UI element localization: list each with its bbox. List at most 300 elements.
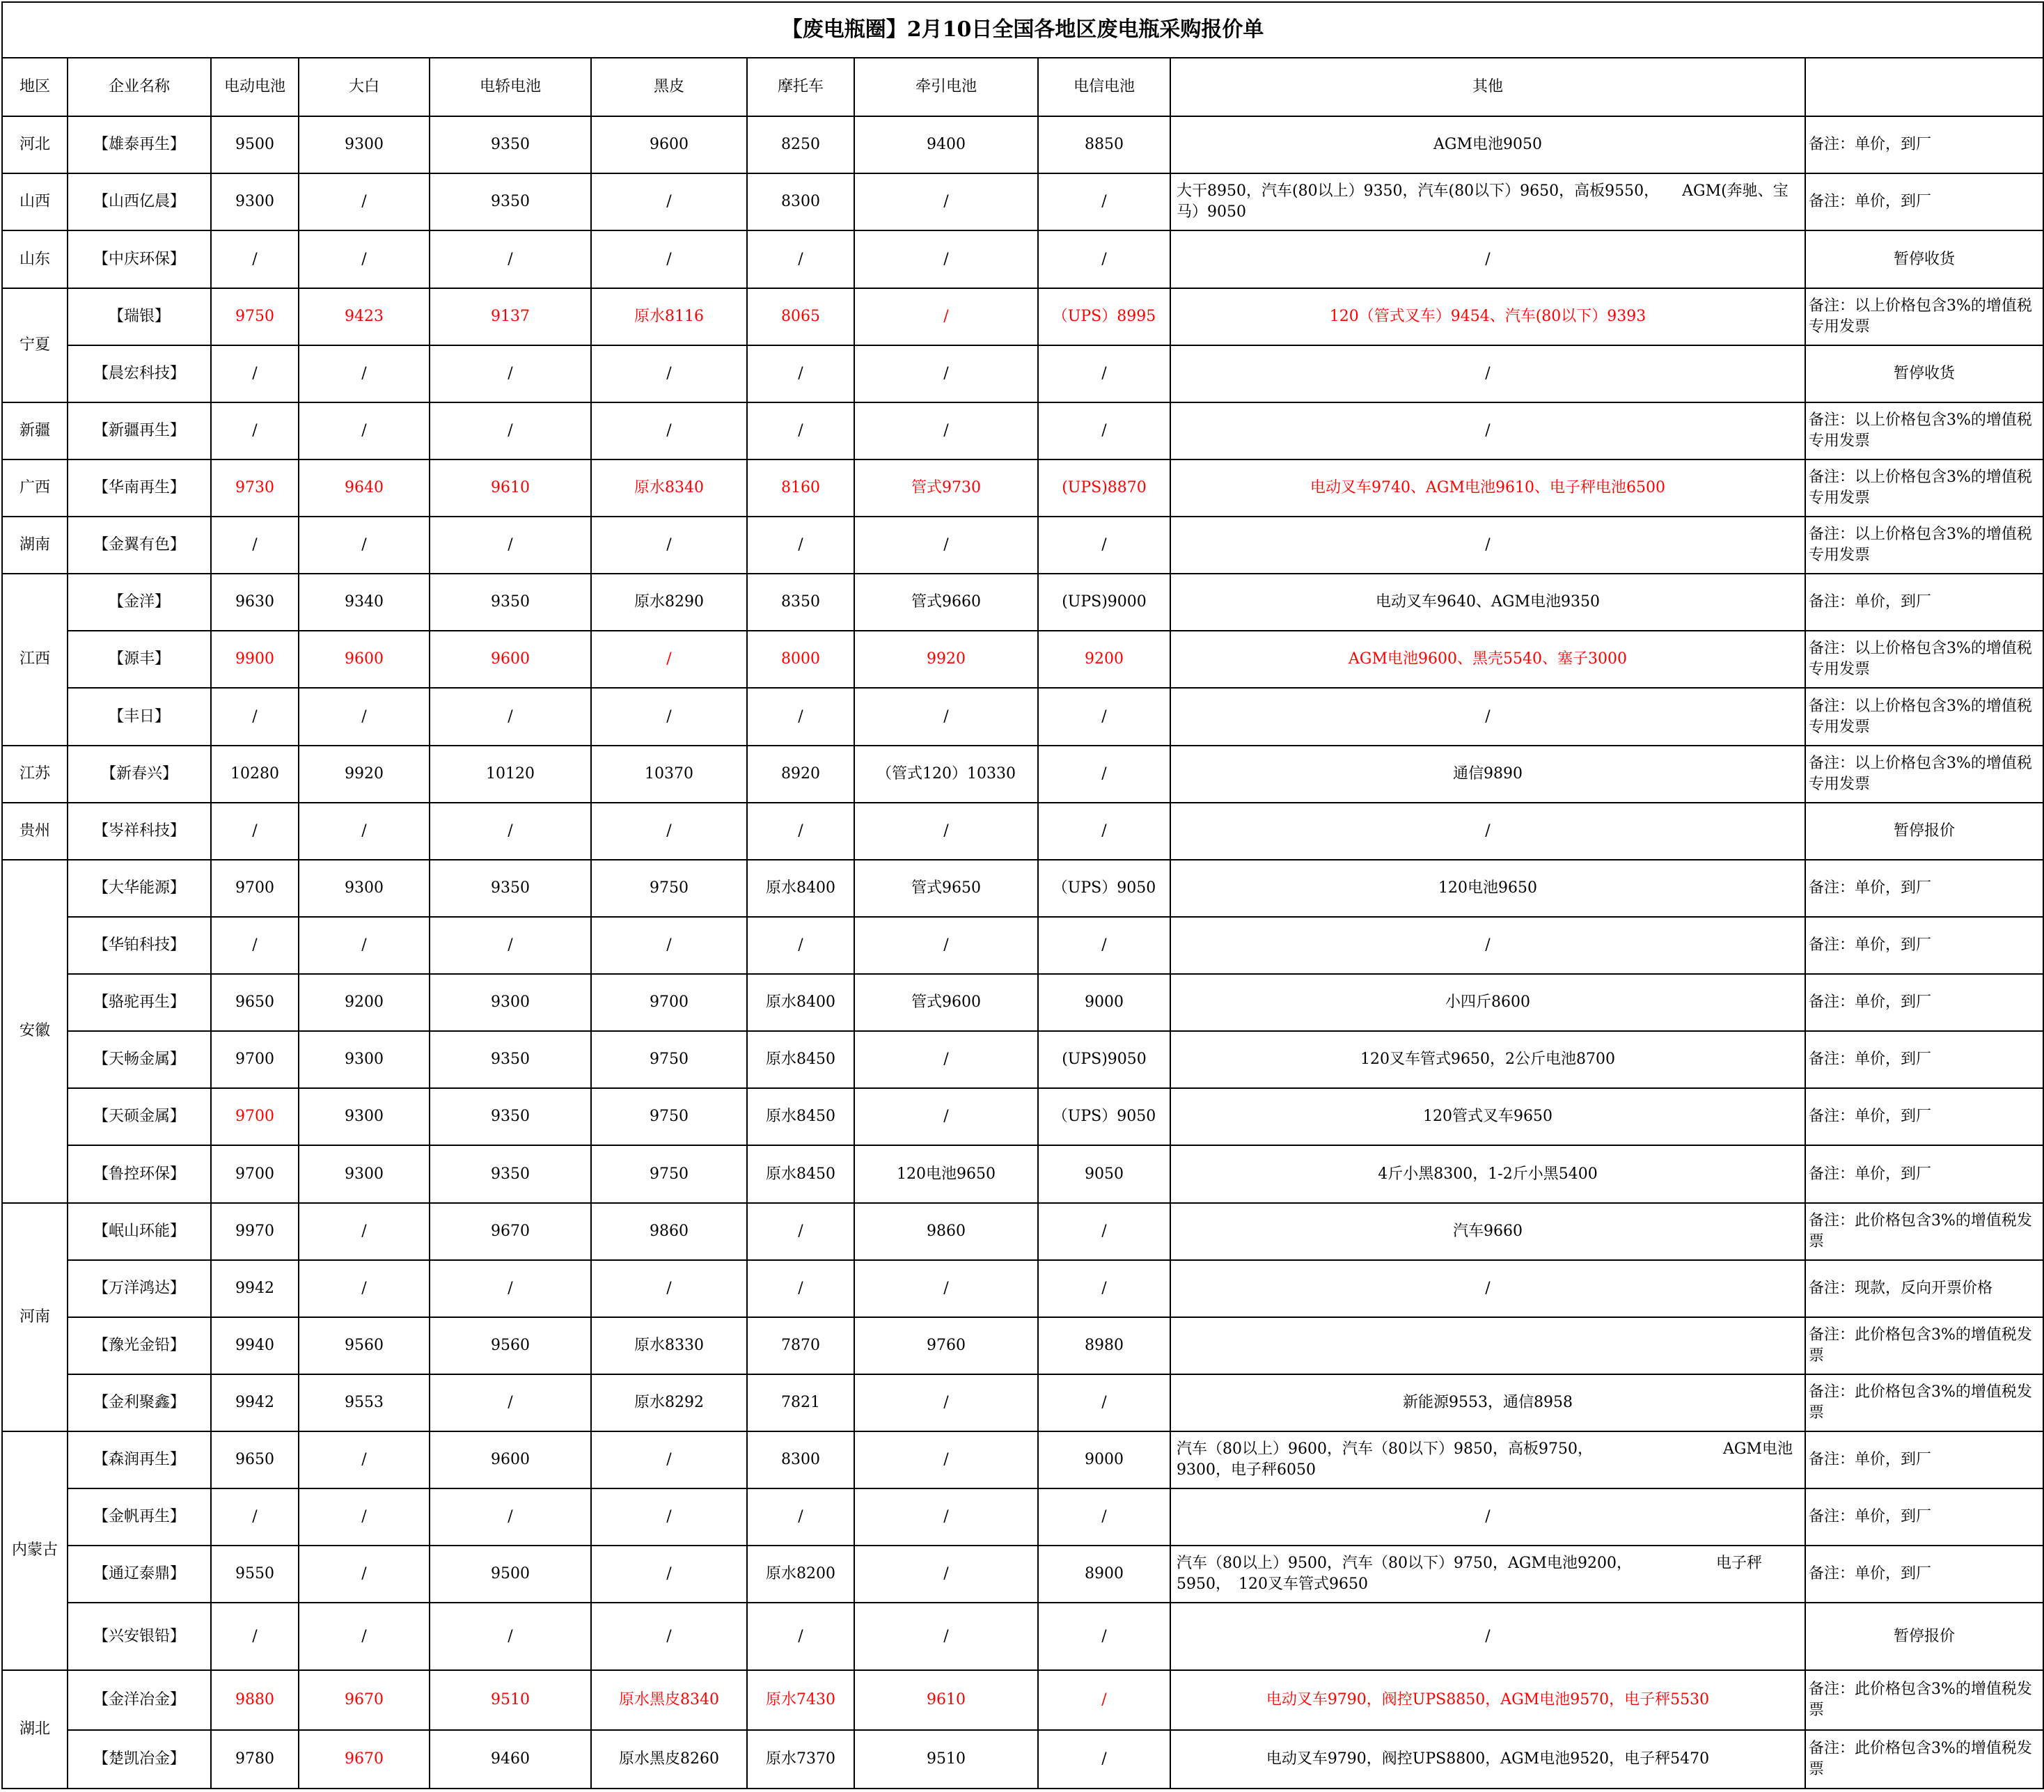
price-cell: 9460 (430, 1730, 591, 1789)
price-cell: 9942 (211, 1374, 299, 1431)
note-cell: 备注：此价格包含3%的增值税发票 (1805, 1374, 2043, 1431)
price-cell: 9730 (211, 459, 299, 517)
price-cell: / (747, 1603, 854, 1669)
company-cell: 【万洋鸿达】 (68, 1260, 211, 1317)
price-cell: / (1038, 402, 1170, 459)
price-cell: / (430, 1603, 591, 1669)
table-row (2, 402, 2043, 459)
table-row (2, 459, 2043, 517)
table-title: 【废电瓶圈】2月10日全国各地区废电瓶采购报价单 (2, 2, 2043, 58)
price-cell: / (854, 517, 1038, 574)
price-cell: / (299, 1603, 430, 1669)
price-cell: 9780 (211, 1730, 299, 1789)
price-cell: / (854, 230, 1038, 288)
price-cell: / (591, 230, 747, 288)
table-row (2, 917, 2043, 974)
note-cell: 备注：此价格包含3%的增值税发票 (1805, 1670, 2043, 1730)
price-cell: / (211, 517, 299, 574)
price-cell: 9750 (211, 288, 299, 345)
note-cell: 备注：单价，到厂 (1805, 1031, 2043, 1088)
price-cell: 9700 (211, 1145, 299, 1202)
price-cell: 原水8290 (591, 574, 747, 631)
other-cell: 大干8950，汽车(80以上）9350，汽车(80以下）9650，高板9550， AGM(奔驰、宝马）9050 (1170, 173, 1805, 230)
header-row (2, 58, 2043, 116)
price-cell: 原水黑皮8340 (591, 1670, 747, 1730)
price-cell: / (591, 688, 747, 745)
price-cell: / (1038, 746, 1170, 803)
region-cell: 山西 (2, 173, 68, 230)
price-cell: / (854, 1431, 1038, 1488)
price-cell: 9200 (1038, 631, 1170, 688)
table-row (2, 1260, 2043, 1317)
table-row (2, 116, 2043, 173)
price-cell: 原水8450 (747, 1145, 854, 1202)
header-electric-battery: 电动电池 (211, 58, 299, 116)
company-cell: 【楚凯冶金】 (68, 1730, 211, 1789)
price-cell: / (591, 631, 747, 688)
company-cell: 【天硕金属】 (68, 1088, 211, 1145)
price-cell: / (299, 917, 430, 974)
price-cell: / (747, 1260, 854, 1317)
note-cell: 备注：单价，到厂 (1805, 974, 2043, 1031)
price-cell: 管式9650 (854, 860, 1038, 917)
price-cell: 8300 (747, 1431, 854, 1488)
note-cell: 备注：现款，反向开票价格 (1805, 1260, 2043, 1317)
header-company: 企业名称 (68, 58, 211, 116)
price-cell: 9760 (854, 1317, 1038, 1374)
price-cell: 9350 (430, 173, 591, 230)
table-row (2, 1603, 2043, 1669)
header-car-battery: 电轿电池 (430, 58, 591, 116)
other-cell: 汽车9660 (1170, 1203, 1805, 1260)
title-row (2, 2, 2043, 58)
price-cell: 8065 (747, 288, 854, 345)
price-cell: 9510 (854, 1730, 1038, 1789)
price-cell: / (854, 1488, 1038, 1546)
price-cell: 9350 (430, 860, 591, 917)
price-cell: 8300 (747, 173, 854, 230)
company-cell: 【鲁控环保】 (68, 1145, 211, 1202)
table-row (2, 1317, 2043, 1374)
note-cell: 暂停报价 (1805, 1603, 2043, 1669)
price-cell: / (1038, 517, 1170, 574)
company-cell: 【丰日】 (68, 688, 211, 745)
note-cell: 备注：以上价格包含3%的增值税专用发票 (1805, 688, 2043, 745)
price-cell: 原水8400 (747, 860, 854, 917)
table-row (2, 230, 2043, 288)
company-cell: 【山西亿晨】 (68, 173, 211, 230)
price-cell: / (211, 230, 299, 288)
other-cell: 电动叉车9790，阀控UPS8800，AGM电池9520，电子秤5470 (1170, 1730, 1805, 1789)
price-cell: / (854, 173, 1038, 230)
price-cell: / (591, 1546, 747, 1603)
company-cell: 【新疆再生】 (68, 402, 211, 459)
other-cell: / (1170, 1260, 1805, 1317)
note-cell: 备注：以上价格包含3%的增值税专用发票 (1805, 402, 2043, 459)
price-cell: / (211, 345, 299, 402)
note-cell: 备注：此价格包含3%的增值税发票 (1805, 1317, 2043, 1374)
other-cell: 通信9890 (1170, 746, 1805, 803)
note-cell: 备注：以上价格包含3%的增值税专用发票 (1805, 631, 2043, 688)
price-cell: 原水8292 (591, 1374, 747, 1431)
price-cell: 10370 (591, 746, 747, 803)
price-cell: 9700 (591, 974, 747, 1031)
company-cell: 【晨宏科技】 (68, 345, 211, 402)
price-cell: / (1038, 1670, 1170, 1730)
price-cell: 9500 (430, 1546, 591, 1603)
price-cell: 9750 (591, 1145, 747, 1202)
price-cell: / (591, 345, 747, 402)
other-cell: / (1170, 517, 1805, 574)
other-cell: / (1170, 402, 1805, 459)
price-cell: / (591, 1603, 747, 1669)
table-row (2, 1670, 2043, 1730)
other-cell: 120管式叉车9650 (1170, 1088, 1805, 1145)
price-cell: 9423 (299, 288, 430, 345)
price-cell: 9300 (299, 116, 430, 173)
header-region: 地区 (2, 58, 68, 116)
price-cell: / (747, 1203, 854, 1260)
region-cell: 江西 (2, 574, 68, 745)
company-cell: 【岷山环能】 (68, 1203, 211, 1260)
price-cell: (UPS)8870 (1038, 459, 1170, 517)
price-cell: 原水7370 (747, 1730, 854, 1789)
price-cell: 9000 (1038, 974, 1170, 1031)
other-cell: 电动叉车9740、AGM电池9610、电子秤电池6500 (1170, 459, 1805, 517)
price-cell: 9650 (211, 1431, 299, 1488)
price-cell: 9860 (591, 1203, 747, 1260)
price-cell: 原水8450 (747, 1088, 854, 1145)
price-cell: 9650 (211, 974, 299, 1031)
company-cell: 【森润再生】 (68, 1431, 211, 1488)
other-cell: / (1170, 803, 1805, 860)
note-cell: 备注：单价，到厂 (1805, 173, 2043, 230)
header-motorcycle: 摩托车 (747, 58, 854, 116)
price-cell: 9670 (299, 1670, 430, 1730)
note-cell: 备注：单价，到厂 (1805, 116, 2043, 173)
note-cell: 暂停收货 (1805, 345, 2043, 402)
price-cell: 9920 (854, 631, 1038, 688)
price-cell: / (1038, 1488, 1170, 1546)
price-cell: 10120 (430, 746, 591, 803)
region-cell: 江苏 (2, 746, 68, 803)
price-cell: 8980 (1038, 1317, 1170, 1374)
region-cell: 安徽 (2, 860, 68, 1203)
price-cell: / (591, 517, 747, 574)
price-cell: 9700 (211, 860, 299, 917)
price-cell: / (591, 1488, 747, 1546)
price-cell: 9510 (430, 1670, 591, 1730)
other-cell: 4斤小黑8300，1-2斤小黑5400 (1170, 1145, 1805, 1202)
note-cell: 备注：单价，到厂 (1805, 860, 2043, 917)
price-cell: / (747, 230, 854, 288)
price-cell: 9670 (430, 1203, 591, 1260)
note-cell: 暂停收货 (1805, 230, 2043, 288)
other-cell: / (1170, 917, 1805, 974)
price-cell: 8160 (747, 459, 854, 517)
price-cell: / (591, 803, 747, 860)
note-cell: 备注：单价，到厂 (1805, 1546, 2043, 1603)
region-cell: 湖北 (2, 1670, 68, 1789)
price-cell: 9137 (430, 288, 591, 345)
price-cell: / (591, 1260, 747, 1317)
note-cell: 备注：单价，到厂 (1805, 574, 2043, 631)
table-row (2, 860, 2043, 917)
price-cell: (UPS)9000 (1038, 574, 1170, 631)
price-cell: 9560 (299, 1317, 430, 1374)
company-cell: 【岑祥科技】 (68, 803, 211, 860)
price-cell: 9000 (1038, 1431, 1170, 1488)
price-cell: 9640 (299, 459, 430, 517)
other-cell: / (1170, 1488, 1805, 1546)
price-cell: 9300 (299, 1031, 430, 1088)
note-cell: 备注：以上价格包含3%的增值税专用发票 (1805, 746, 2043, 803)
note-cell: 备注：单价，到厂 (1805, 1431, 2043, 1488)
price-cell: 9600 (299, 631, 430, 688)
price-cell: / (1038, 230, 1170, 288)
table-row (2, 1431, 2043, 1488)
company-cell: 【兴安银铅】 (68, 1603, 211, 1669)
price-cell: / (854, 1260, 1038, 1317)
price-cell: / (854, 917, 1038, 974)
note-cell: 暂停报价 (1805, 803, 2043, 860)
price-cell: / (1038, 345, 1170, 402)
company-cell: 【大华能源】 (68, 860, 211, 917)
other-cell: 电动叉车9640、AGM电池9350 (1170, 574, 1805, 631)
price-cell: / (1038, 1260, 1170, 1317)
price-cell: 9350 (430, 1145, 591, 1202)
company-cell: 【金洋】 (68, 574, 211, 631)
company-cell: 【金翼有色】 (68, 517, 211, 574)
price-cell: / (299, 1431, 430, 1488)
price-table (1, 1, 2044, 1789)
price-cell: / (430, 917, 591, 974)
price-cell: / (854, 803, 1038, 860)
price-cell: 原水8400 (747, 974, 854, 1031)
price-cell: 9340 (299, 574, 430, 631)
price-cell: 9550 (211, 1546, 299, 1603)
table-row (2, 1730, 2043, 1789)
note-cell: 备注：此价格包含3%的增值税发票 (1805, 1730, 2043, 1789)
price-cell: 原水8450 (747, 1031, 854, 1088)
price-cell: / (854, 1374, 1038, 1431)
region-cell: 湖南 (2, 517, 68, 574)
price-cell: （UPS）9050 (1038, 1088, 1170, 1145)
other-cell (1170, 1317, 1805, 1374)
region-cell: 广西 (2, 459, 68, 517)
price-cell: / (299, 803, 430, 860)
price-cell: / (854, 688, 1038, 745)
region-cell: 山东 (2, 230, 68, 288)
price-cell: / (430, 517, 591, 574)
price-cell: 管式9660 (854, 574, 1038, 631)
price-cell: / (299, 1260, 430, 1317)
price-cell: 原水黑皮8260 (591, 1730, 747, 1789)
price-cell: 9300 (299, 1088, 430, 1145)
price-cell: 9300 (299, 1145, 430, 1202)
table-row (2, 688, 2043, 745)
company-cell: 【源丰】 (68, 631, 211, 688)
header-traction-battery: 牵引电池 (854, 58, 1038, 116)
other-cell: 汽车（80以上）9600，汽车（80以下）9850，高板9750， AGM电池9300，电子秤6050 (1170, 1431, 1805, 1488)
note-cell: 备注：此价格包含3%的增值税发票 (1805, 1203, 2043, 1260)
company-cell: 【中庆环保】 (68, 230, 211, 288)
price-cell: / (299, 402, 430, 459)
price-cell: 9920 (299, 746, 430, 803)
price-cell: / (747, 917, 854, 974)
price-cell: / (747, 803, 854, 860)
price-cell: / (299, 230, 430, 288)
price-cell: 9750 (591, 860, 747, 917)
price-cell: / (747, 517, 854, 574)
price-cell: / (430, 1488, 591, 1546)
other-cell: 新能源9553，通信8958 (1170, 1374, 1805, 1431)
price-cell: / (211, 803, 299, 860)
region-cell: 贵州 (2, 803, 68, 860)
price-cell: / (430, 1260, 591, 1317)
note-cell: 备注：单价，到厂 (1805, 917, 2043, 974)
table-row (2, 517, 2043, 574)
company-cell: 【华南再生】 (68, 459, 211, 517)
company-cell: 【新春兴】 (68, 746, 211, 803)
price-cell: / (211, 1488, 299, 1546)
header-heipi: 黑皮 (591, 58, 747, 116)
table-row (2, 345, 2043, 402)
price-cell: 120电池9650 (854, 1145, 1038, 1202)
price-cell: 9900 (211, 631, 299, 688)
price-cell: (UPS)9050 (1038, 1031, 1170, 1088)
price-cell: / (299, 1203, 430, 1260)
price-cell: 9350 (430, 1031, 591, 1088)
other-cell: 120电池9650 (1170, 860, 1805, 917)
region-cell: 宁夏 (2, 288, 68, 402)
note-cell: 备注：以上价格包含3%的增值税专用发票 (1805, 459, 2043, 517)
price-cell: 9860 (854, 1203, 1038, 1260)
price-cell: / (1038, 1730, 1170, 1789)
price-cell: / (430, 345, 591, 402)
price-cell: 10280 (211, 746, 299, 803)
price-cell: / (430, 688, 591, 745)
company-cell: 【金帆再生】 (68, 1488, 211, 1546)
region-cell: 河南 (2, 1203, 68, 1432)
price-cell: 9600 (430, 631, 591, 688)
table-row (2, 288, 2043, 345)
region-cell: 河北 (2, 116, 68, 173)
price-cell: 9300 (430, 974, 591, 1031)
price-cell: 原水8340 (591, 459, 747, 517)
other-cell: 汽车（80以上）9500，汽车（80以下）9750，AGM电池9200， 电子秤5950， 120叉车管式9650 (1170, 1546, 1805, 1603)
price-cell: 9600 (591, 116, 747, 173)
other-cell: / (1170, 1603, 1805, 1669)
price-cell: 9610 (854, 1670, 1038, 1730)
price-cell: 9560 (430, 1317, 591, 1374)
other-cell: 120叉车管式9650，2公斤电池8700 (1170, 1031, 1805, 1088)
price-cell: 原水7430 (747, 1670, 854, 1730)
price-cell: / (1038, 1203, 1170, 1260)
table-row (2, 1145, 2043, 1202)
header-dabai: 大白 (299, 58, 430, 116)
price-cell: / (854, 288, 1038, 345)
table-row (2, 803, 2043, 860)
price-cell: / (299, 345, 430, 402)
price-cell: / (854, 1603, 1038, 1669)
table-row (2, 1374, 2043, 1431)
company-cell: 【通辽泰鼎】 (68, 1546, 211, 1603)
price-cell: 9500 (211, 116, 299, 173)
table-row (2, 1031, 2043, 1088)
company-cell: 【华铂科技】 (68, 917, 211, 974)
table-row (2, 1488, 2043, 1546)
price-cell: 7870 (747, 1317, 854, 1374)
company-cell: 【天畅金属】 (68, 1031, 211, 1088)
region-cell: 新疆 (2, 402, 68, 459)
price-cell: 9300 (299, 860, 430, 917)
price-cell: / (747, 688, 854, 745)
price-cell: 8850 (1038, 116, 1170, 173)
company-cell: 【金利聚鑫】 (68, 1374, 211, 1431)
price-cell: / (299, 1546, 430, 1603)
price-cell: / (1038, 803, 1170, 860)
price-cell: / (854, 402, 1038, 459)
price-cell: 7821 (747, 1374, 854, 1431)
price-cell: / (747, 1488, 854, 1546)
price-cell: / (1038, 173, 1170, 230)
price-cell: 9350 (430, 1088, 591, 1145)
price-cell: / (430, 803, 591, 860)
price-cell: / (854, 345, 1038, 402)
price-cell: 9670 (299, 1730, 430, 1789)
price-cell: （管式120）10330 (854, 746, 1038, 803)
price-cell: / (430, 230, 591, 288)
price-cell: 8000 (747, 631, 854, 688)
price-cell: 原水8116 (591, 288, 747, 345)
price-cell: / (1038, 1603, 1170, 1669)
table-row (2, 1546, 2043, 1603)
other-cell: 小四斤8600 (1170, 974, 1805, 1031)
price-cell: / (211, 1603, 299, 1669)
price-cell: / (591, 402, 747, 459)
price-cell: 9610 (430, 459, 591, 517)
price-cell: 9700 (211, 1031, 299, 1088)
table-row (2, 173, 2043, 230)
price-cell: （UPS）8995 (1038, 288, 1170, 345)
region-cell: 内蒙古 (2, 1431, 68, 1670)
header-note (1805, 58, 2043, 116)
other-cell: 120（管式叉车）9454、汽车(80以下）9393 (1170, 288, 1805, 345)
price-cell: 9200 (299, 974, 430, 1031)
price-cell: 管式9730 (854, 459, 1038, 517)
price-cell: / (299, 517, 430, 574)
price-cell: / (1038, 1374, 1170, 1431)
note-cell: 备注：单价，到厂 (1805, 1488, 2043, 1546)
price-cell: 9600 (430, 1431, 591, 1488)
company-cell: 【骆驼再生】 (68, 974, 211, 1031)
other-cell: / (1170, 345, 1805, 402)
price-cell: / (430, 402, 591, 459)
price-cell: 9553 (299, 1374, 430, 1431)
price-cell: / (591, 1431, 747, 1488)
table-row (2, 974, 2043, 1031)
price-cell: / (854, 1031, 1038, 1088)
price-cell: / (430, 1374, 591, 1431)
price-cell: / (211, 402, 299, 459)
table-row (2, 1203, 2043, 1260)
other-cell: / (1170, 688, 1805, 745)
price-cell: 8920 (747, 746, 854, 803)
price-cell: 9700 (211, 1088, 299, 1145)
price-cell: / (854, 1546, 1038, 1603)
price-cell: / (211, 688, 299, 745)
